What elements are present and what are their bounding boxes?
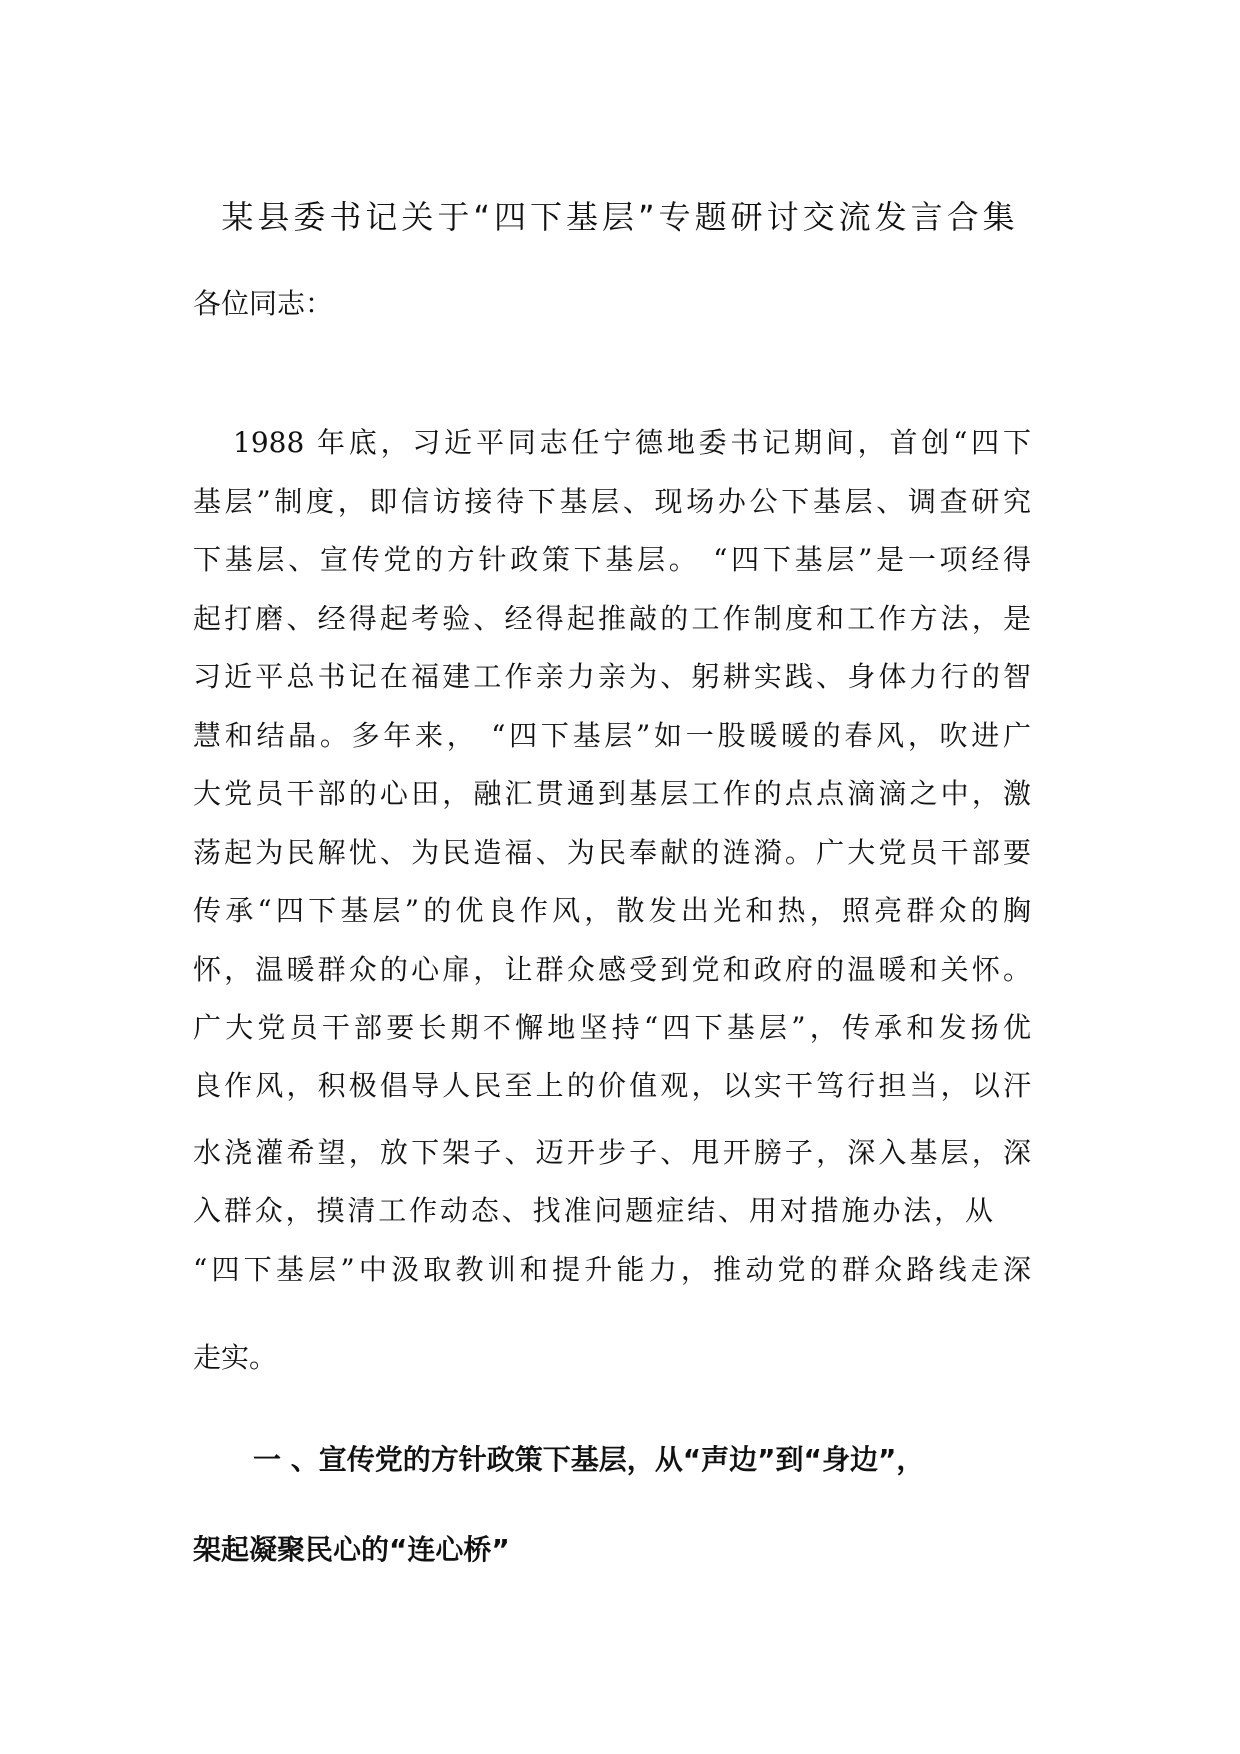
section-heading: 一 、宣传党的方针政策下基层，从“声边”到“身边”，: [253, 1443, 925, 1476]
paragraph-line: 慧和结晶。多年来， “四下基层”如一股暖暖的春风，吹进广: [193, 719, 1031, 752]
paragraph-line: 水浇灌希望，放下架子、迈开步子、甩开膀子，深入基层，深: [193, 1136, 1031, 1169]
paragraph-line: 大党员干部的心田，融汇贯通到基层工作的点点滴滴之中，激: [193, 777, 1031, 810]
document-title: 某县委书记关于“四下基层”专题研讨交流发言合集: [221, 198, 1019, 236]
paragraph-line: 荡起为民解忧、为民造福、为民奉献的涟漪。广大党员干部要: [193, 836, 1031, 869]
paragraph-line: 传承“四下基层”的优良作风，散发出光和热，照亮群众的胸: [193, 894, 1031, 927]
paragraph-line: 习近平总书记在福建工作亲力亲为、躬耕实践、身体力行的智: [193, 660, 1031, 693]
paragraph-line: 怀，温暖群众的心扉，让群众感受到党和政府的温暖和关怀。: [193, 953, 1031, 986]
paragraph-line: 入群众，摸清工作动态、找准问题症结、用对措施办法，从: [193, 1194, 993, 1227]
paragraph-line: 下基层、宣传党的方针政策下基层。 “四下基层”是一项经得: [193, 543, 1031, 576]
paragraph-line: 1988 年底，习近平同志任宁德地委书记期间，首创“四下: [233, 426, 1031, 459]
paragraph-line: “四下基层”中汲取教训和提升能力，推动党的群众路线走深: [193, 1253, 1031, 1286]
paragraph-line: 良作风，积极倡导人民至上的价值观，以实干笃行担当，以汗: [193, 1069, 1031, 1102]
paragraph-line: 起打磨、经得起考验、经得起推敲的工作制度和工作方法，是: [193, 602, 1031, 635]
paragraph-line: 走实。: [193, 1341, 278, 1374]
paragraph-line: 基层”制度，即信访接待下基层、现场办公下基层、调查研究: [193, 485, 1031, 518]
salutation: 各位同志：: [193, 287, 334, 320]
section-heading-continued: 架起凝聚民心的“连心桥”: [193, 1533, 510, 1566]
paragraph-line: 广大党员干部要长期不懈地坚持“四下基层”，传承和发扬优: [193, 1011, 1031, 1044]
